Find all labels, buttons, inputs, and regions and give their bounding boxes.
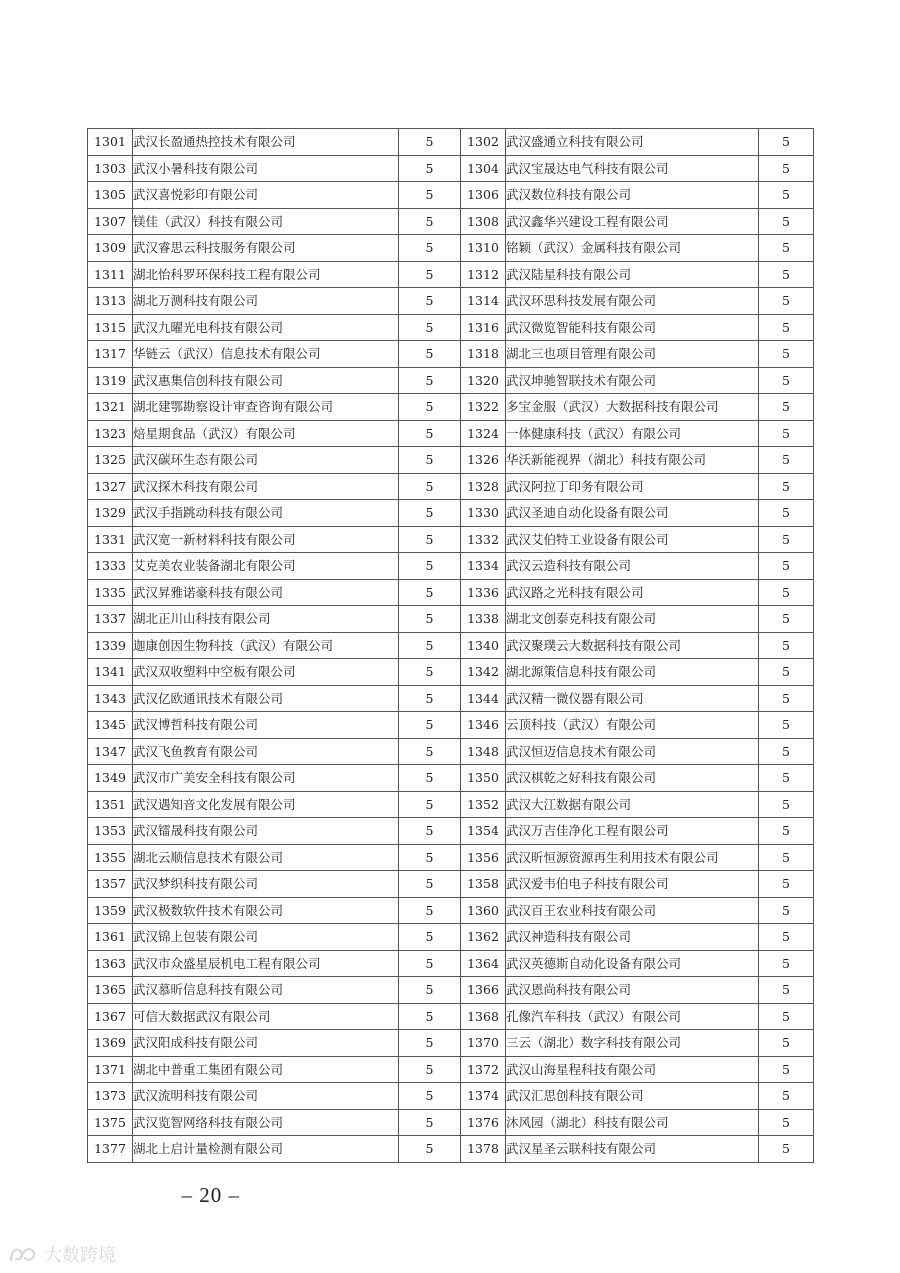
entry-score: 5 [399, 765, 461, 792]
table-row [88, 341, 814, 368]
table-row [88, 712, 814, 739]
table-row [88, 500, 814, 527]
entry-number: 1303 [88, 155, 133, 182]
entry-score: 5 [399, 155, 461, 182]
entry-score: 5 [399, 1003, 461, 1030]
entry-score: 5 [759, 1136, 814, 1163]
entry-number: 1329 [88, 500, 133, 527]
table-row [88, 288, 814, 315]
entry-number: 1324 [461, 420, 506, 447]
entry-number: 1307 [88, 208, 133, 235]
entry-score: 5 [759, 500, 814, 527]
company-name: 武汉宝晟达电气科技有限公司 [506, 155, 759, 182]
entry-number: 1332 [461, 526, 506, 553]
entry-number: 1314 [461, 288, 506, 315]
entry-number: 1368 [461, 1003, 506, 1030]
table-row [88, 447, 814, 474]
entry-number: 1334 [461, 553, 506, 580]
company-name: 武汉盛通立科技有限公司 [506, 129, 759, 156]
company-name: 武汉昇雅诺豪科技有限公司 [133, 579, 399, 606]
entry-score: 5 [759, 155, 814, 182]
company-name: 武汉神造科技有限公司 [506, 924, 759, 951]
entry-score: 5 [399, 526, 461, 553]
entry-number: 1369 [88, 1030, 133, 1057]
entry-score: 5 [759, 871, 814, 898]
company-name: 焙星期食品（武汉）有限公司 [133, 420, 399, 447]
company-name: 武汉星圣云联科技有限公司 [506, 1136, 759, 1163]
company-name: 湖北正川山科技有限公司 [133, 606, 399, 633]
entry-number: 1302 [461, 129, 506, 156]
entry-number: 1343 [88, 685, 133, 712]
company-name: 武汉览智网络科技有限公司 [133, 1109, 399, 1136]
entry-score: 5 [759, 579, 814, 606]
table-row [88, 897, 814, 924]
table-row [88, 367, 814, 394]
company-name: 武汉博哲科技有限公司 [133, 712, 399, 739]
company-name: 武汉镭晟科技有限公司 [133, 818, 399, 845]
entry-number: 1349 [88, 765, 133, 792]
company-name: 三云（湖北）数字科技有限公司 [506, 1030, 759, 1057]
company-name: 武汉坤驰智联技术有限公司 [506, 367, 759, 394]
entry-score: 5 [759, 447, 814, 474]
entry-number: 1318 [461, 341, 506, 368]
entry-number: 1361 [88, 924, 133, 951]
entry-number: 1313 [88, 288, 133, 315]
entry-number: 1340 [461, 632, 506, 659]
entry-score: 5 [399, 553, 461, 580]
company-name: 孔像汽车科技（武汉）有限公司 [506, 1003, 759, 1030]
entry-number: 1374 [461, 1083, 506, 1110]
entry-number: 1339 [88, 632, 133, 659]
entry-number: 1351 [88, 791, 133, 818]
table-row [88, 1136, 814, 1163]
entry-score: 5 [759, 526, 814, 553]
entry-score: 5 [399, 632, 461, 659]
company-name: 武汉山海星程科技有限公司 [506, 1056, 759, 1083]
entry-number: 1316 [461, 314, 506, 341]
entry-score: 5 [759, 261, 814, 288]
table-row [88, 659, 814, 686]
entry-score: 5 [399, 341, 461, 368]
table-row [88, 261, 814, 288]
company-name: 武汉喜悦彩印有限公司 [133, 182, 399, 209]
company-name: 武汉圣迪自动化设备有限公司 [506, 500, 759, 527]
table-row [88, 129, 814, 156]
entry-score: 5 [399, 314, 461, 341]
company-name: 武汉慕昕信息科技有限公司 [133, 977, 399, 1004]
entry-score: 5 [759, 844, 814, 871]
entry-number: 1319 [88, 367, 133, 394]
entry-score: 5 [399, 844, 461, 871]
entry-score: 5 [399, 500, 461, 527]
company-name: 武汉微览智能科技有限公司 [506, 314, 759, 341]
company-name: 湖北上启计量检测有限公司 [133, 1136, 399, 1163]
entry-score: 5 [399, 897, 461, 924]
entry-score: 5 [399, 977, 461, 1004]
company-name: 武汉鑫华兴建设工程有限公司 [506, 208, 759, 235]
company-name: 沐风园（湖北）科技有限公司 [506, 1109, 759, 1136]
entry-number: 1360 [461, 897, 506, 924]
table-row [88, 1003, 814, 1030]
entry-score: 5 [759, 553, 814, 580]
company-name: 武汉亿欧通讯技术有限公司 [133, 685, 399, 712]
entry-number: 1356 [461, 844, 506, 871]
entry-number: 1320 [461, 367, 506, 394]
entry-number: 1322 [461, 394, 506, 421]
entry-number: 1342 [461, 659, 506, 686]
entry-number: 1310 [461, 235, 506, 262]
company-name: 武汉梦织科技有限公司 [133, 871, 399, 898]
entry-number: 1331 [88, 526, 133, 553]
entry-score: 5 [399, 420, 461, 447]
entry-number: 1347 [88, 738, 133, 765]
entry-number: 1321 [88, 394, 133, 421]
entry-number: 1338 [461, 606, 506, 633]
entry-number: 1308 [461, 208, 506, 235]
entry-number: 1341 [88, 659, 133, 686]
entry-number: 1328 [461, 473, 506, 500]
company-name: 武汉阳成科技有限公司 [133, 1030, 399, 1057]
entry-score: 5 [759, 1083, 814, 1110]
company-name: 武汉爱韦伯电子科技有限公司 [506, 871, 759, 898]
entry-score: 5 [759, 288, 814, 315]
entry-score: 5 [759, 950, 814, 977]
entry-number: 1352 [461, 791, 506, 818]
entry-score: 5 [399, 659, 461, 686]
table-row [88, 818, 814, 845]
table-row [88, 1030, 814, 1057]
entry-number: 1354 [461, 818, 506, 845]
entry-score: 5 [759, 314, 814, 341]
entry-number: 1325 [88, 447, 133, 474]
table-row [88, 606, 814, 633]
company-name: 武汉小暑科技有限公司 [133, 155, 399, 182]
entry-number: 1335 [88, 579, 133, 606]
company-name: 武汉流明科技有限公司 [133, 1083, 399, 1110]
entry-score: 5 [759, 235, 814, 262]
table-row [88, 553, 814, 580]
entry-number: 1330 [461, 500, 506, 527]
watermark [8, 1241, 116, 1267]
company-name: 华链云（武汉）信息技术有限公司 [133, 341, 399, 368]
company-name: 湖北怡科罗环保科技工程有限公司 [133, 261, 399, 288]
entry-score: 5 [399, 606, 461, 633]
entry-score: 5 [759, 685, 814, 712]
watermark-logo-icon [8, 1244, 38, 1264]
table-row [88, 182, 814, 209]
entry-number: 1371 [88, 1056, 133, 1083]
table-body [88, 129, 814, 1163]
entry-number: 1336 [461, 579, 506, 606]
watermark-text: 大数跨境 [44, 1245, 116, 1266]
company-name: 湖北文创泰克科技有限公司 [506, 606, 759, 633]
entry-score: 5 [759, 659, 814, 686]
entry-number: 1348 [461, 738, 506, 765]
entry-score: 5 [759, 1056, 814, 1083]
table-row [88, 473, 814, 500]
entry-number: 1323 [88, 420, 133, 447]
entry-number: 1304 [461, 155, 506, 182]
company-name: 武汉万吉佳净化工程有限公司 [506, 818, 759, 845]
entry-number: 1370 [461, 1030, 506, 1057]
entry-score: 5 [759, 924, 814, 951]
entry-number: 1312 [461, 261, 506, 288]
company-name: 华沃新能视界（湖北）科技有限公司 [506, 447, 759, 474]
table-row [88, 579, 814, 606]
company-name: 一体健康科技（武汉）有限公司 [506, 420, 759, 447]
company-name: 可信大数据武汉有限公司 [133, 1003, 399, 1030]
entry-score: 5 [759, 1109, 814, 1136]
company-name: 武汉大江数据有限公司 [506, 791, 759, 818]
company-name: 武汉探木科技有限公司 [133, 473, 399, 500]
table-row [88, 924, 814, 951]
company-name: 武汉恒迈信息技术有限公司 [506, 738, 759, 765]
entry-number: 1346 [461, 712, 506, 739]
entry-score: 5 [399, 738, 461, 765]
entry-score: 5 [399, 394, 461, 421]
entry-number: 1365 [88, 977, 133, 1004]
entry-score: 5 [759, 791, 814, 818]
table-row [88, 314, 814, 341]
table-row [88, 632, 814, 659]
entry-score: 5 [759, 977, 814, 1004]
page-number: – 20 – [181, 1183, 240, 1207]
entry-score: 5 [759, 367, 814, 394]
entry-score: 5 [399, 1083, 461, 1110]
table-row [88, 235, 814, 262]
company-name: 武汉恩尚科技有限公司 [506, 977, 759, 1004]
entry-number: 1367 [88, 1003, 133, 1030]
entry-score: 5 [759, 632, 814, 659]
company-name: 武汉睿思云科技服务有限公司 [133, 235, 399, 262]
entry-score: 5 [399, 367, 461, 394]
entry-number: 1362 [461, 924, 506, 951]
table-row [88, 791, 814, 818]
company-name: 武汉艾伯特工业设备有限公司 [506, 526, 759, 553]
entry-score: 5 [399, 447, 461, 474]
entry-number: 1327 [88, 473, 133, 500]
company-name: 武汉阿拉丁印务有限公司 [506, 473, 759, 500]
company-name: 武汉飞鱼教育有限公司 [133, 738, 399, 765]
entry-number: 1378 [461, 1136, 506, 1163]
company-name: 武汉长盈通热控技术有限公司 [133, 129, 399, 156]
entry-score: 5 [399, 1136, 461, 1163]
entry-score: 5 [759, 818, 814, 845]
company-name: 湖北建鄂勘察设计审查咨询有限公司 [133, 394, 399, 421]
table-row [88, 420, 814, 447]
entry-score: 5 [399, 1030, 461, 1057]
table-row [88, 1056, 814, 1083]
table-row [88, 950, 814, 977]
entry-score: 5 [399, 712, 461, 739]
company-name: 迦康创因生物科技（武汉）有限公司 [133, 632, 399, 659]
entry-score: 5 [759, 182, 814, 209]
entry-score: 5 [759, 765, 814, 792]
entry-score: 5 [399, 208, 461, 235]
table-row [88, 844, 814, 871]
entry-number: 1337 [88, 606, 133, 633]
entry-number: 1350 [461, 765, 506, 792]
company-name: 武汉九曜光电科技有限公司 [133, 314, 399, 341]
company-name: 镁佳（武汉）科技有限公司 [133, 208, 399, 235]
entry-number: 1301 [88, 129, 133, 156]
company-name: 武汉昕恒源资源再生利用技术有限公司 [506, 844, 759, 871]
company-name: 铭颖（武汉）金属科技有限公司 [506, 235, 759, 262]
table-row [88, 977, 814, 1004]
entry-number: 1345 [88, 712, 133, 739]
company-name: 武汉精一微仪器有限公司 [506, 685, 759, 712]
table-row [88, 738, 814, 765]
entry-number: 1359 [88, 897, 133, 924]
company-name: 武汉汇思创科技有限公司 [506, 1083, 759, 1110]
entry-number: 1306 [461, 182, 506, 209]
company-name: 湖北中普重工集团有限公司 [133, 1056, 399, 1083]
company-name: 武汉环思科技发展有限公司 [506, 288, 759, 315]
company-name: 湖北三也项目管理有限公司 [506, 341, 759, 368]
entry-score: 5 [759, 341, 814, 368]
entry-number: 1355 [88, 844, 133, 871]
entry-score: 5 [759, 1003, 814, 1030]
table-row [88, 685, 814, 712]
company-list-table [87, 128, 814, 1163]
entry-number: 1317 [88, 341, 133, 368]
entry-score: 5 [399, 685, 461, 712]
entry-number: 1357 [88, 871, 133, 898]
table-row [88, 526, 814, 553]
company-name: 武汉数位科技有限公司 [506, 182, 759, 209]
entry-number: 1358 [461, 871, 506, 898]
entry-number: 1326 [461, 447, 506, 474]
company-name: 武汉聚璞云大数据科技有限公司 [506, 632, 759, 659]
entry-score: 5 [399, 924, 461, 951]
entry-score: 5 [399, 791, 461, 818]
table-row [88, 765, 814, 792]
entry-number: 1311 [88, 261, 133, 288]
entry-number: 1353 [88, 818, 133, 845]
entry-score: 5 [759, 712, 814, 739]
entry-score: 5 [759, 897, 814, 924]
company-name: 武汉宽一新材料科技有限公司 [133, 526, 399, 553]
table-row [88, 1109, 814, 1136]
company-name: 武汉双收塑料中空板有限公司 [133, 659, 399, 686]
table-row [88, 155, 814, 182]
entry-number: 1309 [88, 235, 133, 262]
entry-number: 1366 [461, 977, 506, 1004]
entry-number: 1373 [88, 1083, 133, 1110]
entry-score: 5 [399, 182, 461, 209]
company-name: 湖北源策信息科技有限公司 [506, 659, 759, 686]
entry-number: 1315 [88, 314, 133, 341]
entry-score: 5 [399, 1056, 461, 1083]
company-name: 武汉遇知音文化发展有限公司 [133, 791, 399, 818]
entry-score: 5 [759, 420, 814, 447]
table-row [88, 394, 814, 421]
company-name: 武汉手指跳动科技有限公司 [133, 500, 399, 527]
entry-number: 1376 [461, 1109, 506, 1136]
company-name: 武汉英德斯自动化设备有限公司 [506, 950, 759, 977]
entry-number: 1305 [88, 182, 133, 209]
entry-score: 5 [399, 950, 461, 977]
entry-score: 5 [399, 871, 461, 898]
entry-number: 1372 [461, 1056, 506, 1083]
entry-score: 5 [759, 129, 814, 156]
entry-score: 5 [399, 261, 461, 288]
table-row [88, 208, 814, 235]
entry-number: 1333 [88, 553, 133, 580]
company-name: 武汉碳环生态有限公司 [133, 447, 399, 474]
company-name: 武汉锦上包装有限公司 [133, 924, 399, 951]
entry-score: 5 [759, 208, 814, 235]
company-name: 武汉云造科技有限公司 [506, 553, 759, 580]
entry-number: 1363 [88, 950, 133, 977]
entry-number: 1344 [461, 685, 506, 712]
entry-number: 1375 [88, 1109, 133, 1136]
company-name: 武汉极数软件技术有限公司 [133, 897, 399, 924]
company-name: 多宝金服（武汉）大数据科技有限公司 [506, 394, 759, 421]
entry-score: 5 [399, 818, 461, 845]
entry-score: 5 [399, 129, 461, 156]
entry-score: 5 [759, 738, 814, 765]
entry-score: 5 [399, 579, 461, 606]
company-name: 武汉惠集信创科技有限公司 [133, 367, 399, 394]
company-name: 湖北云顺信息技术有限公司 [133, 844, 399, 871]
entry-score: 5 [759, 394, 814, 421]
company-name: 武汉路之光科技有限公司 [506, 579, 759, 606]
entry-number: 1377 [88, 1136, 133, 1163]
entry-score: 5 [759, 606, 814, 633]
entry-score: 5 [399, 288, 461, 315]
company-name: 武汉棋乾之好科技有限公司 [506, 765, 759, 792]
company-name: 湖北万测科技有限公司 [133, 288, 399, 315]
company-name: 武汉市众盛星辰机电工程有限公司 [133, 950, 399, 977]
entry-score: 5 [399, 1109, 461, 1136]
entry-score: 5 [399, 235, 461, 262]
company-name: 武汉陆星科技有限公司 [506, 261, 759, 288]
table-row [88, 1083, 814, 1110]
entry-score: 5 [399, 473, 461, 500]
company-name: 武汉市广美安全科技有限公司 [133, 765, 399, 792]
entry-score: 5 [759, 1030, 814, 1057]
company-name: 武汉百王农业科技有限公司 [506, 897, 759, 924]
company-name: 艾克美农业装备湖北有限公司 [133, 553, 399, 580]
table-row [88, 871, 814, 898]
company-name: 云顶科技（武汉）有限公司 [506, 712, 759, 739]
entry-number: 1364 [461, 950, 506, 977]
entry-score: 5 [759, 473, 814, 500]
